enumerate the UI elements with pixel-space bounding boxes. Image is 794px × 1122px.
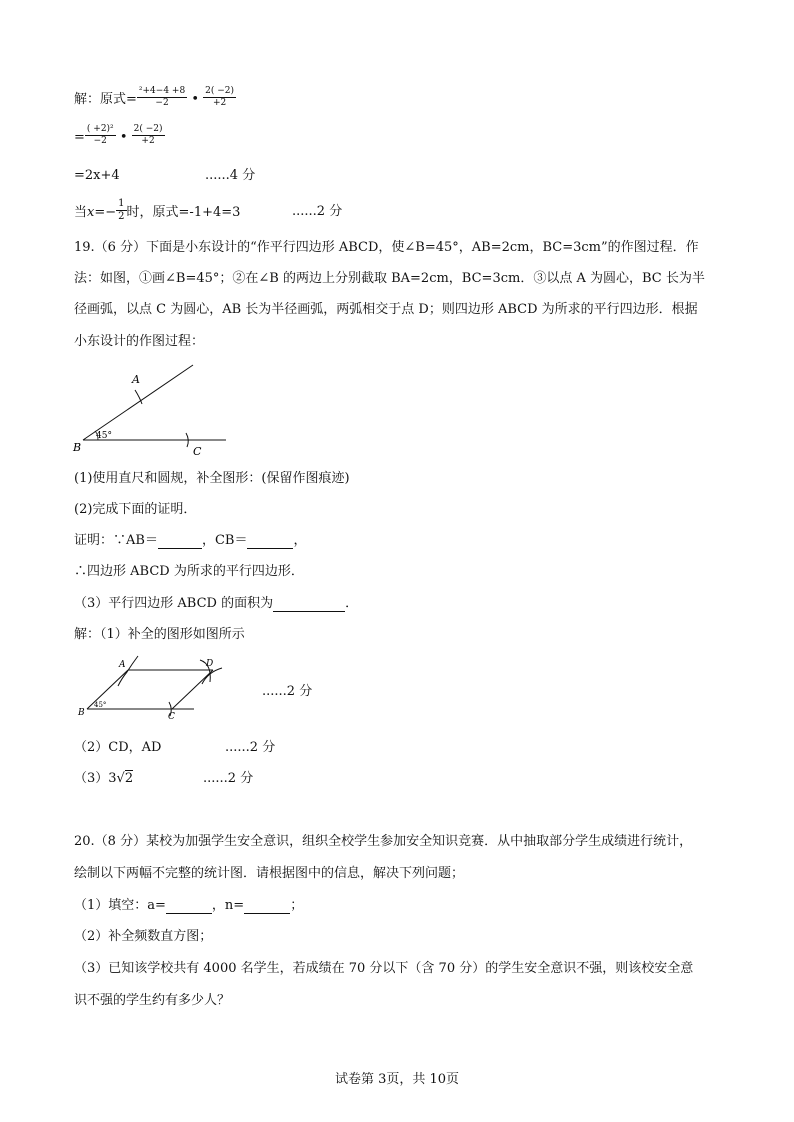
q19-proof-line — [74, 533, 306, 549]
q19-part-1: (1)使用直尺和圆规，补全图形：(保留作图痕迹) — [74, 471, 350, 486]
numerator: 1 — [118, 198, 125, 209]
answer-blank-n[interactable] — [244, 901, 290, 914]
fraction — [137, 86, 187, 109]
q19-solution-3 — [74, 771, 133, 787]
text: ，CB＝ — [201, 533, 248, 548]
label-c: C — [168, 712, 175, 722]
denominator: +2 — [141, 135, 155, 146]
numerator: ²+4−4 +8 — [138, 86, 186, 96]
text: ； — [290, 898, 304, 913]
q20-part-3-line-2: 识不强的学生约有多少人？ — [74, 993, 231, 1008]
variable-x: x — [87, 205, 95, 220]
multiply-dot: • — [191, 91, 199, 107]
text: 解：原式= — [74, 91, 137, 107]
fraction — [203, 86, 236, 109]
text: 时，原式=-1+4=3 — [126, 205, 241, 220]
score: ......2 分 — [203, 771, 254, 786]
side-cd — [172, 670, 213, 709]
text: （3）3 — [74, 771, 117, 786]
text: 证明：∵AB＝ — [74, 533, 158, 548]
angle-figure — [70, 360, 240, 460]
score: ......2 分 — [262, 684, 313, 699]
parallelogram-figure — [72, 652, 242, 722]
text: 当 — [74, 205, 88, 220]
solution-line-2 — [74, 126, 165, 149]
denominator: +2 — [212, 97, 227, 108]
q20-part-2: （2）补全频数直方图； — [74, 929, 213, 944]
radicand: 2 — [124, 771, 134, 786]
text: ，n= — [211, 898, 245, 913]
label-b: B — [78, 708, 85, 718]
answer-blank[interactable] — [158, 536, 202, 549]
q19-solution-2: （2）CD，AD — [74, 740, 162, 755]
page-footer: 试卷第 3页，共 10页 — [334, 1072, 460, 1087]
numerator: ( +2)² — [86, 124, 114, 134]
q19-part-3 — [74, 596, 358, 612]
label-b: B — [73, 441, 82, 454]
q19-line-3: 径画弧，以点 C 为圆心，AB 长为半径画弧，两弧相交于点 D；则四边形 ABCD 为所求的平行四边形．根据 — [74, 302, 698, 317]
numerator: 2( −2) — [133, 124, 163, 134]
score: ......2 分 — [225, 740, 276, 755]
text: = — [74, 129, 85, 145]
denominator: 2 — [118, 211, 125, 222]
answer-blank[interactable] — [247, 536, 293, 549]
q19-proof-conclusion: ∴四边形 ABCD 为所求的平行四边形． — [74, 564, 304, 579]
q19-part-2: (2)完成下面的证明． — [74, 502, 197, 517]
label-a: A — [132, 373, 140, 386]
denominator: −2 — [93, 135, 107, 146]
angle-label: 45° — [94, 701, 107, 709]
fraction — [116, 198, 126, 223]
q19-line-2: 法：如图，①画∠B=45°；②在∠B 的两边上分别截取 BA=2cm，BC=3cm．③以点 A 为圆心，BC 长为半 — [74, 271, 705, 286]
answer-blank[interactable] — [273, 599, 345, 612]
multiply-dot: • — [119, 129, 128, 145]
text: ． — [345, 596, 359, 611]
q20-part-3-line-1: （3）已知该学校共有 4000 名学生，若成绩在 70 分以下（含 70 分）的学生安全意识不强，则该校安全意 — [74, 961, 694, 976]
label-c: C — [193, 445, 202, 458]
score: ......2 分 — [292, 204, 343, 219]
solution-line-4 — [74, 200, 240, 225]
fraction — [85, 124, 116, 147]
text: （3）平行四边形 ABCD 的面积为 — [74, 596, 274, 611]
q19-line-4: 小东设计的作图过程： — [74, 334, 205, 349]
text: （1）填空：a= — [74, 898, 166, 913]
q20-line-2: 绘制以下两幅不完整的统计图．请根据图中的信息，解决下列问题； — [74, 866, 465, 881]
fraction — [132, 124, 165, 147]
label-d: D — [206, 659, 214, 669]
answer-blank-a[interactable] — [166, 901, 212, 914]
text: ， — [293, 533, 307, 548]
solution-line-1 — [74, 88, 236, 111]
score: ......4 分 — [205, 168, 256, 183]
denominator: −2 — [155, 97, 169, 108]
numerator: 2( −2) — [205, 86, 235, 96]
q20-part-1 — [74, 898, 303, 914]
q20-line-1: 20.（8 分）某校为加强学生安全意识，组织全校学生参加安全知识竞赛．从中抽取部分学生成绩进行统计， — [74, 834, 693, 849]
q19-solution-intro: 解：（1）补全的图形如图所示 — [74, 627, 245, 642]
solution-line-3: =2x+4 — [74, 168, 120, 183]
q19-line-1: 19.（6 分）下面是小东设计的“作平行四边形 ABCD，使∠B=45°，AB=2cm，BC=3cm”的作图过程．作 — [74, 240, 699, 255]
text: =− — [94, 205, 117, 220]
angle-label: 45° — [96, 431, 112, 441]
sqrt-sign: √ — [116, 771, 125, 786]
label-a: A — [119, 660, 126, 670]
